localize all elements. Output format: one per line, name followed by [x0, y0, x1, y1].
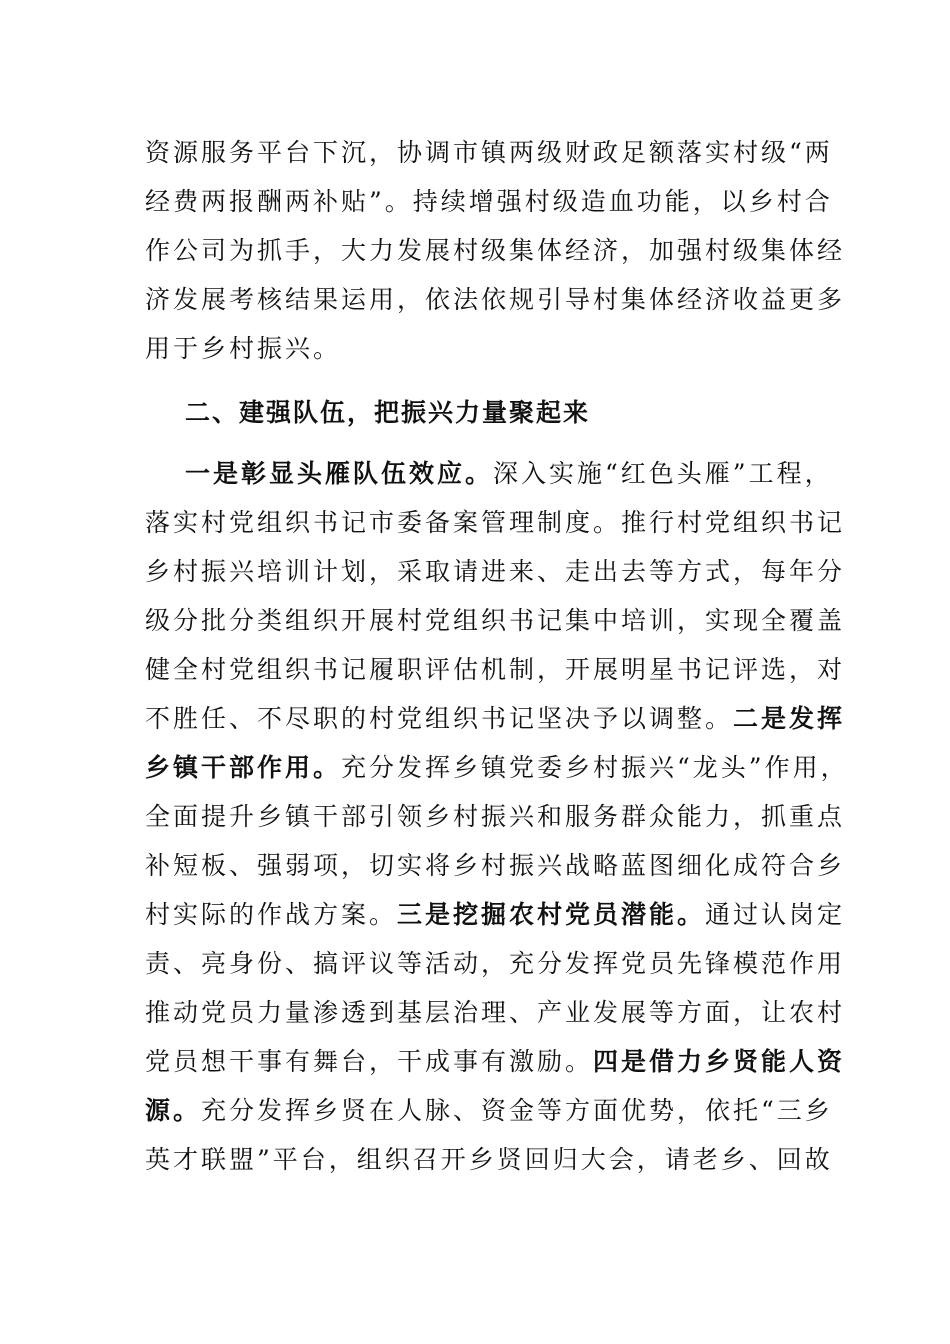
paragraph-1-line: 作公司为抓手，大力发展村级集体经济，加强村级集体经 [145, 236, 846, 265]
paragraph-2-line: 责、亮身份、搞评议等活动，充分发挥党员先锋模范作用 [145, 949, 846, 978]
paragraph-2-line [145, 1037, 846, 1086]
point-two-title-end: 乡镇干部作用。 [145, 753, 342, 782]
paragraph-1-line: 经费两报酬两补贴”。持续增强村级造血功能，以乡村合 [145, 187, 833, 216]
line-text: 通过认岗定 [705, 900, 846, 929]
paragraph-1-line: 用于乡村振兴。 [145, 334, 342, 363]
paragraph-2-line [145, 1086, 833, 1135]
paragraph-2-line: 全面提升乡镇干部引领乡村振兴和服务群众能力，抓重点 [145, 802, 846, 831]
paragraph-1-line: 济发展考核结果运用，依法依规引导村集体经济收益更多 [145, 285, 846, 314]
point-four-title-end: 源。 [145, 1096, 202, 1125]
line-text: 充分发挥乡贤在人脉、资金等方面优势，依托“三乡 [201, 1096, 833, 1125]
point-four-title-start: 四是借力乡贤能人资 [593, 1047, 846, 1076]
paragraph-1-line: 资源服务平台下沉，协调市镇两级财政足额落实村级“两 [145, 138, 833, 167]
paragraph-2-line [145, 694, 846, 743]
paragraph-2 [145, 449, 849, 1184]
paragraph-2-line: 乡村振兴培训计划，采取请进来、走出去等方式，每年分 [145, 557, 846, 586]
line-text: 党员想干事有舞台，干成事有激励。 [145, 1047, 594, 1076]
section-heading: 二、建强队伍，把振兴力量聚起来 [185, 398, 591, 427]
paragraph-2-line: 健全村党组织书记履职评估机制，开展明星书记评选，对 [145, 655, 846, 684]
point-two-title-start: 二是发挥 [733, 704, 846, 733]
line-text: 村实际的作战方案。 [145, 900, 398, 929]
paragraph-1 [145, 128, 846, 373]
paragraph-2-line: 级分批分类组织开展村党组织书记集中培训，实现全覆盖 [145, 606, 846, 635]
paragraph-2-line [145, 890, 846, 939]
point-three-title: 三是挖掘农村党员潜能。 [397, 900, 706, 929]
paragraph-2-line: 推动党员力量渗透到基层治理、产业发展等方面，让农村 [145, 998, 846, 1027]
line-text: 深入实施“红色头雁”工程， [493, 459, 833, 488]
paragraph-2-line: 英才联盟”平台，组织召开乡贤回归大会，请老乡、回故 [145, 1145, 833, 1174]
point-one-title: 一是彰显头雁队伍效应。 [185, 459, 494, 488]
paragraph-2-line: 落实村党组织书记市委备案管理制度。推行村党组织书记 [145, 508, 846, 537]
paragraph-2-line [145, 743, 849, 792]
paragraph-2-line [145, 449, 833, 498]
line-text: 不胜任、不尽职的村党组织书记坚决予以调整。 [145, 704, 734, 733]
paragraph-2-line: 补短板、强弱项，切实将乡村振兴战略蓝图细化成符合乡 [145, 851, 846, 880]
line-text: 充分发挥乡镇党委乡村振兴“龙头”作用， [341, 753, 849, 782]
